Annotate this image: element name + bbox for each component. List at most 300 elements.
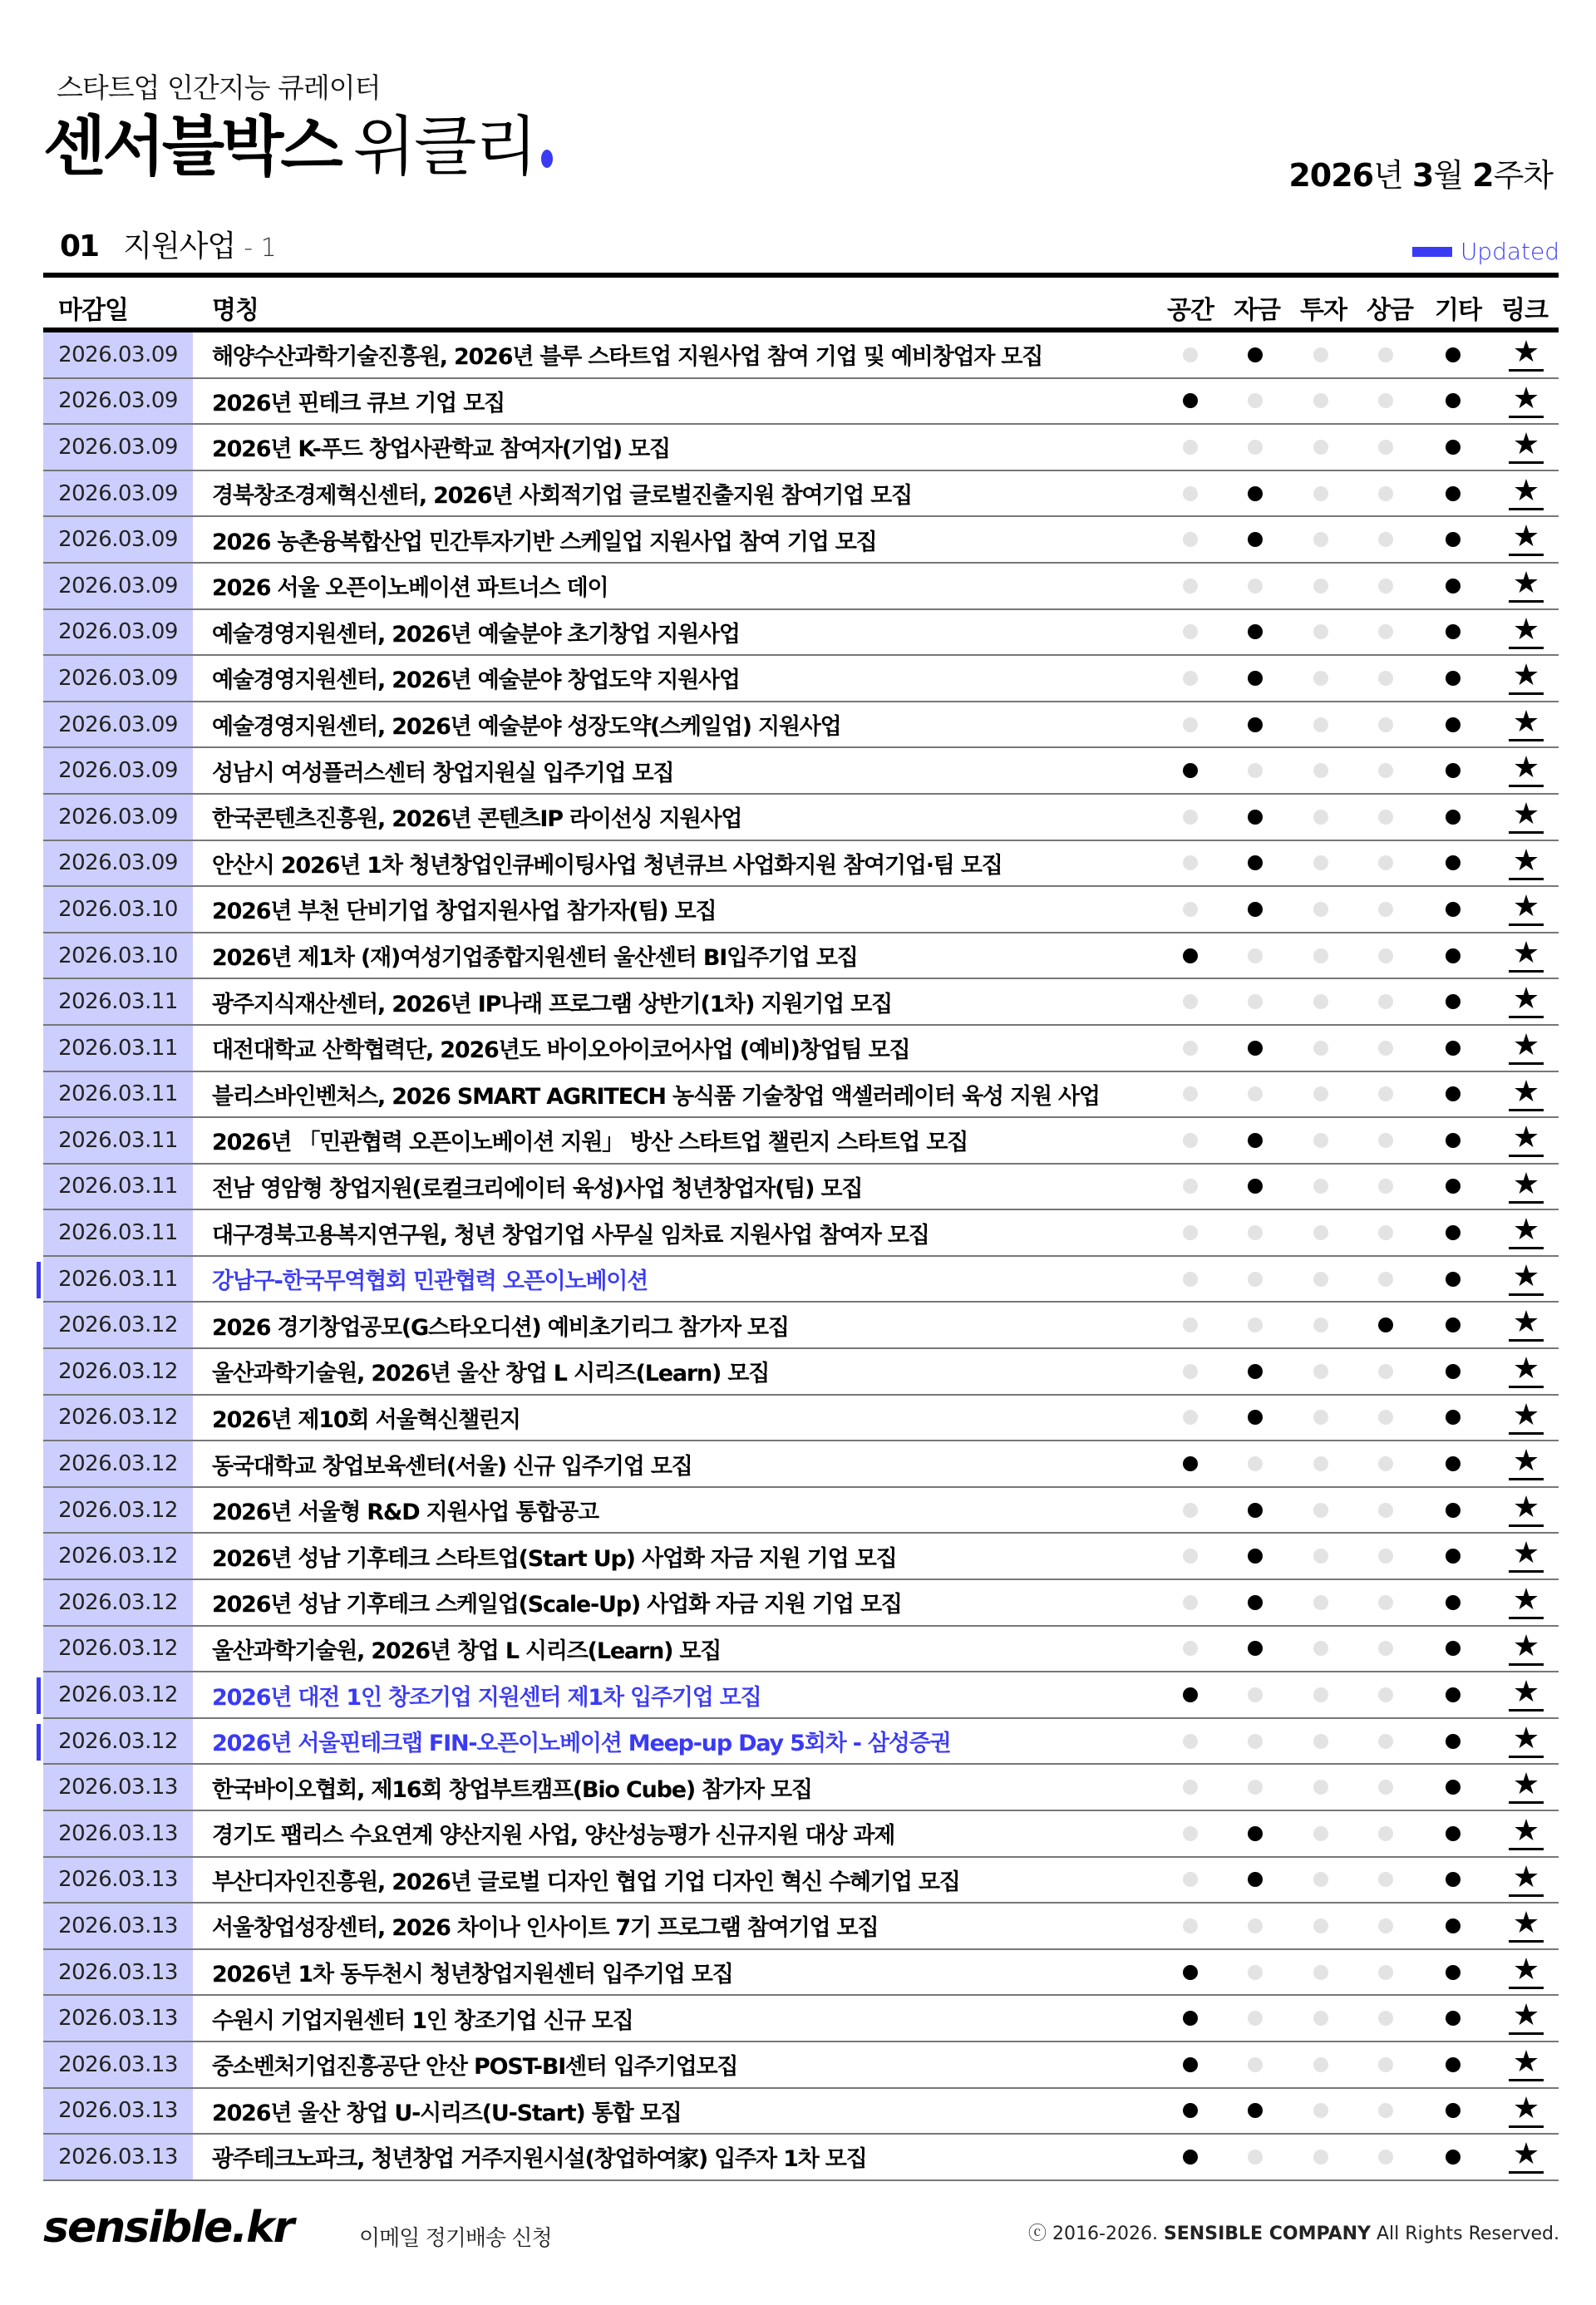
- other-dot-icon: [1446, 1965, 1461, 1980]
- other-dot-icon: [1446, 855, 1461, 870]
- col-name: 명칭: [212, 296, 259, 325]
- deadline-cell: 2026.03.11: [43, 1210, 193, 1255]
- deadline-cell: 2026.03.12: [43, 1396, 193, 1441]
- funding-dot-icon: [1248, 1456, 1263, 1471]
- funding-dot-icon: [1248, 624, 1263, 639]
- table-row: [43, 1904, 1559, 1950]
- investment-dot-icon: [1313, 902, 1328, 917]
- deadline-cell: 2026.03.13: [43, 1996, 193, 2041]
- link-star-icon[interactable]: ★: [1509, 1583, 1544, 1619]
- link-star-icon[interactable]: ★: [1509, 937, 1544, 973]
- program-name[interactable]: 2026 경기창업공모(G스타오디션) 예비초기리그 참가자 모집: [212, 1314, 789, 1341]
- program-name[interactable]: 2026년 부천 단비기업 창업지원사업 참가자(팀) 모집: [212, 899, 717, 925]
- updated-legend-swatch-icon: [1412, 247, 1452, 257]
- program-name[interactable]: 한국콘텐츠진흥원, 2026년 콘텐츠IP 라이선싱 지원사업: [212, 806, 742, 833]
- link-star-icon[interactable]: ★: [1509, 1399, 1544, 1435]
- other-dot-icon: [1446, 1826, 1461, 1841]
- investment-dot-icon: [1313, 1364, 1328, 1379]
- table-row: [43, 887, 1559, 933]
- other-dot-icon: [1446, 1410, 1461, 1425]
- program-name[interactable]: 2026년 성남 기후테크 스타트업(Start Up) 사업화 자금 지원 기업 모집: [212, 1545, 897, 1572]
- deadline-cell: 2026.03.13: [43, 1950, 193, 1995]
- deadline-cell: 2026.03.09: [43, 656, 193, 701]
- copyright-company: SENSIBLE COMPANY: [1163, 2224, 1371, 2244]
- updated-marker-icon: [37, 1677, 41, 1714]
- investment-dot-icon: [1313, 1272, 1328, 1287]
- deadline-cell: 2026.03.12: [43, 1349, 193, 1394]
- funding-dot-icon: [1248, 948, 1263, 963]
- table-row: [43, 1719, 1559, 1766]
- program-name[interactable]: 블리스바인벤처스, 2026 SMART AGRITECH 농식품 기술창업 액셀러레이터 육성 지원 사업: [212, 1083, 1100, 1110]
- week-year: 2026: [1288, 157, 1374, 194]
- investment-dot-icon: [1313, 393, 1328, 408]
- investment-dot-icon: [1313, 1456, 1328, 1471]
- other-dot-icon: [1446, 1364, 1461, 1379]
- space-dot-icon: [1183, 855, 1198, 870]
- funding-dot-icon: [1248, 579, 1263, 593]
- program-name[interactable]: 2026년 서울핀테크랩 FIN-오픈이노베이션 Meep-up Day 5회차 - 삼성증권: [212, 1731, 951, 1757]
- link-star-icon[interactable]: ★: [1509, 1029, 1544, 1065]
- link-star-icon[interactable]: ★: [1509, 1768, 1544, 1804]
- other-dot-icon: [1446, 2150, 1461, 2165]
- program-name[interactable]: 예술경영지원센터, 2026년 예술분야 성장도약(스케일업) 지원사업: [212, 714, 841, 741]
- investment-dot-icon: [1313, 994, 1328, 1009]
- link-star-icon[interactable]: ★: [1509, 382, 1544, 418]
- space-dot-icon: [1183, 1872, 1198, 1887]
- table-row: [43, 1627, 1559, 1673]
- other-dot-icon: [1446, 1687, 1461, 1702]
- link-star-icon[interactable]: ★: [1509, 1630, 1544, 1666]
- deadline-cell: 2026.03.11: [43, 1118, 193, 1163]
- deadline-cell: 2026.03.13: [43, 2089, 193, 2134]
- funding-dot-icon: [1248, 1317, 1263, 1332]
- table-row: [43, 1765, 1559, 1811]
- space-dot-icon: [1183, 1041, 1198, 1056]
- link-star-icon[interactable]: ★: [1509, 1907, 1544, 1943]
- col-funding: 자금: [1234, 296, 1280, 325]
- program-name[interactable]: 2026 농촌융복합산업 민간투자기반 스케일업 지원사업 참여 기업 모집: [212, 529, 877, 555]
- program-name[interactable]: 전남 영암형 창업지원(로컬크리에이터 육성)사업 청년창업자(팀) 모집: [212, 1175, 863, 1202]
- deadline-cell: 2026.03.12: [43, 1303, 193, 1347]
- link-star-icon[interactable]: ★: [1509, 1676, 1544, 1712]
- prize-dot-icon: [1378, 2011, 1393, 2026]
- other-dot-icon: [1446, 624, 1461, 639]
- table-row: [43, 1488, 1559, 1534]
- link-star-icon[interactable]: ★: [1509, 1445, 1544, 1480]
- other-dot-icon: [1446, 717, 1461, 732]
- prize-dot-icon: [1378, 902, 1393, 917]
- investment-dot-icon: [1313, 1041, 1328, 1056]
- deadline-cell: 2026.03.10: [43, 887, 193, 932]
- deadline-cell: 2026.03.09: [43, 702, 193, 747]
- funding-dot-icon: [1248, 1364, 1263, 1379]
- link-star-icon[interactable]: ★: [1509, 983, 1544, 1018]
- prize-dot-icon: [1378, 1133, 1393, 1148]
- prize-dot-icon: [1378, 1317, 1393, 1332]
- deadline-cell: 2026.03.09: [43, 332, 193, 377]
- link-star-icon[interactable]: ★: [1509, 567, 1544, 603]
- space-dot-icon: [1183, 1687, 1198, 1702]
- space-dot-icon: [1183, 1918, 1198, 1933]
- space-dot-icon: [1183, 1086, 1198, 1101]
- other-dot-icon: [1446, 1503, 1461, 1518]
- funding-dot-icon: [1248, 486, 1263, 501]
- prize-dot-icon: [1378, 855, 1393, 870]
- prize-dot-icon: [1378, 347, 1393, 362]
- link-star-icon[interactable]: ★: [1509, 1537, 1544, 1573]
- space-dot-icon: [1183, 1965, 1198, 1980]
- investment-dot-icon: [1313, 1826, 1328, 1841]
- prize-dot-icon: [1378, 532, 1393, 547]
- other-dot-icon: [1446, 2011, 1461, 2026]
- deadline-cell: 2026.03.09: [43, 471, 193, 516]
- program-name[interactable]: 강남구-한국무역협회 민관협력 오픈이노베이션: [212, 1268, 648, 1295]
- prize-dot-icon: [1378, 994, 1393, 1009]
- table-row: [43, 471, 1559, 518]
- other-dot-icon: [1446, 486, 1461, 501]
- funding-dot-icon: [1248, 1549, 1263, 1564]
- section-name: 지원사업: [123, 229, 236, 263]
- deadline-cell: 2026.03.09: [43, 425, 193, 470]
- prize-dot-icon: [1378, 1872, 1393, 1887]
- link-star-icon[interactable]: ★: [1509, 2046, 1544, 2081]
- program-name[interactable]: 중소벤처기업진흥공단 안산 POST-BI센터 입주기업모집: [212, 2054, 738, 2081]
- prize-dot-icon: [1378, 1734, 1393, 1749]
- table-row: [43, 1580, 1559, 1627]
- deadline-cell: 2026.03.13: [43, 1858, 193, 1903]
- prize-dot-icon: [1378, 486, 1393, 501]
- space-dot-icon: [1183, 393, 1198, 408]
- link-star-icon[interactable]: ★: [1509, 706, 1544, 741]
- funding-dot-icon: [1248, 1503, 1263, 1518]
- program-table: [43, 273, 1559, 2181]
- investment-dot-icon: [1313, 486, 1328, 501]
- program-name[interactable]: 2026년 대전 1인 창조기업 지원센터 제1차 입주기업 모집: [212, 1684, 761, 1711]
- email-subscribe-link[interactable]: 이메일 정기배송 신청: [359, 2226, 552, 2251]
- deadline-cell: 2026.03.13: [43, 1904, 193, 1948]
- link-star-icon[interactable]: ★: [1509, 428, 1544, 464]
- col-space: 공간: [1167, 296, 1214, 325]
- table-row: [43, 564, 1559, 610]
- space-dot-icon: [1183, 440, 1198, 455]
- space-dot-icon: [1183, 1826, 1198, 1841]
- table-row: [43, 933, 1559, 980]
- deadline-cell: 2026.03.10: [43, 933, 193, 978]
- deadline-cell: 2026.03.09: [43, 610, 193, 655]
- investment-dot-icon: [1313, 1086, 1328, 1101]
- prize-dot-icon: [1378, 579, 1393, 593]
- program-name[interactable]: 2026년 1차 동두천시 청년창업지원센터 입주기업 모집: [212, 1962, 733, 1988]
- link-star-icon[interactable]: ★: [1509, 1491, 1544, 1527]
- program-name[interactable]: 성남시 여성플러스센터 창업지원실 입주기업 모집: [212, 760, 674, 786]
- space-dot-icon: [1183, 1456, 1198, 1471]
- program-name[interactable]: 한국바이오협회, 제16회 창업부트캠프(Bio Cube) 참가자 모집: [212, 1776, 812, 1803]
- funding-dot-icon: [1248, 1086, 1263, 1101]
- prize-dot-icon: [1378, 1918, 1393, 1933]
- table-row: [43, 979, 1559, 1026]
- program-name[interactable]: 2026년 성남 기후테크 스케일업(Scale-Up) 사업화 자금 지원 기업 모집: [212, 1592, 902, 1618]
- program-name[interactable]: 2026 서울 오픈이노베이션 파트너스 데이: [212, 575, 608, 602]
- space-dot-icon: [1183, 1225, 1198, 1240]
- updated-marker-icon: [37, 1724, 41, 1761]
- deadline-cell: 2026.03.09: [43, 795, 193, 840]
- link-star-icon[interactable]: ★: [1509, 1352, 1544, 1388]
- program-name[interactable]: 수원시 기업지원센터 1인 창조기업 신규 모집: [212, 2007, 633, 2034]
- funding-dot-icon: [1248, 440, 1263, 455]
- investment-dot-icon: [1313, 579, 1328, 593]
- investment-dot-icon: [1313, 1687, 1328, 1702]
- funding-dot-icon: [1248, 1687, 1263, 1702]
- table-row: [43, 748, 1559, 795]
- table-row: [43, 1534, 1559, 1580]
- deadline-cell: 2026.03.11: [43, 1026, 193, 1071]
- funding-dot-icon: [1248, 717, 1263, 732]
- prize-dot-icon: [1378, 1549, 1393, 1564]
- col-other: 기타: [1435, 296, 1481, 325]
- copyright: [1028, 2219, 1559, 2245]
- investment-dot-icon: [1313, 1410, 1328, 1425]
- other-dot-icon: [1446, 1734, 1461, 1749]
- table-row: [43, 1026, 1559, 1072]
- funding-dot-icon: [1248, 1410, 1263, 1425]
- prize-dot-icon: [1378, 948, 1393, 963]
- link-star-icon[interactable]: ★: [1509, 1121, 1544, 1157]
- program-name[interactable]: 광주테크노파크, 청년창업 거주지원시설(창업하여家) 입주자 1차 모집: [212, 2146, 867, 2173]
- other-dot-icon: [1446, 1041, 1461, 1056]
- link-star-icon[interactable]: ★: [1509, 1306, 1544, 1342]
- table-row: [43, 379, 1559, 426]
- table-row: [43, 1858, 1559, 1904]
- other-dot-icon: [1446, 1641, 1461, 1656]
- program-name[interactable]: 대전대학교 산학협력단, 2026년도 바이오아이코어사업 (예비)창업팀 모집: [212, 1037, 910, 1064]
- investment-dot-icon: [1313, 2150, 1328, 2165]
- table-row: [43, 1441, 1559, 1488]
- investment-dot-icon: [1313, 1595, 1328, 1610]
- program-name[interactable]: 부산디자인진흥원, 2026년 글로벌 디자인 협업 기업 디자인 혁신 수혜기업 모집: [212, 1869, 960, 1895]
- space-dot-icon: [1183, 994, 1198, 1009]
- space-dot-icon: [1183, 624, 1198, 639]
- deadline-cell: 2026.03.12: [43, 1580, 193, 1625]
- funding-dot-icon: [1248, 994, 1263, 1009]
- table-row: [43, 1118, 1559, 1165]
- program-name[interactable]: 경기도 팹리스 수요연계 양산지원 사업, 양산성능평가 신규지원 대상 과제: [212, 1823, 895, 1849]
- space-dot-icon: [1183, 1503, 1198, 1518]
- deadline-cell: 2026.03.12: [43, 1719, 193, 1764]
- deadline-cell: 2026.03.13: [43, 2135, 193, 2179]
- table-header: [43, 273, 1559, 332]
- other-dot-icon: [1446, 393, 1461, 408]
- link-star-icon[interactable]: ★: [1509, 1214, 1544, 1249]
- link-star-icon[interactable]: ★: [1509, 2138, 1544, 2174]
- program-name[interactable]: 서울창업성장센터, 2026 차이나 인사이트 7기 프로그램 참여기업 모집: [212, 1915, 879, 1942]
- deadline-cell: 2026.03.12: [43, 1672, 193, 1717]
- table-row: [43, 1210, 1559, 1257]
- other-dot-icon: [1446, 1456, 1461, 1471]
- investment-dot-icon: [1313, 763, 1328, 778]
- funding-dot-icon: [1248, 1826, 1263, 1841]
- program-name[interactable]: 대구경북고용복지연구원, 청년 창업기업 사무실 임차료 지원사업 참여자 모집: [212, 1222, 929, 1249]
- link-star-icon[interactable]: ★: [1509, 751, 1544, 787]
- footer-logo[interactable]: sensible.kr: [43, 2203, 293, 2253]
- investment-dot-icon: [1313, 1133, 1328, 1148]
- deadline-cell: 2026.03.11: [43, 1165, 193, 1209]
- space-dot-icon: [1183, 2011, 1198, 2026]
- link-star-icon[interactable]: ★: [1509, 1861, 1544, 1897]
- prize-dot-icon: [1378, 1041, 1393, 1056]
- other-dot-icon: [1446, 1317, 1461, 1332]
- investment-dot-icon: [1313, 2011, 1328, 2026]
- space-dot-icon: [1183, 948, 1198, 963]
- funding-dot-icon: [1248, 1734, 1263, 1749]
- program-name[interactable]: 동국대학교 창업보육센터(서울) 신규 입주기업 모집: [212, 1453, 692, 1480]
- table-row: [43, 332, 1559, 379]
- copyright-rights: All Rights Reserved.: [1370, 2224, 1559, 2244]
- prize-dot-icon: [1378, 2057, 1393, 2072]
- space-dot-icon: [1183, 1364, 1198, 1379]
- deadline-cell: 2026.03.12: [43, 1441, 193, 1486]
- investment-dot-icon: [1313, 717, 1328, 732]
- prize-dot-icon: [1378, 810, 1393, 825]
- investment-dot-icon: [1313, 948, 1328, 963]
- program-name[interactable]: 2026년 핀테크 큐브 기업 모집: [212, 390, 505, 416]
- program-name[interactable]: 2026년 울산 창업 U-시리즈(U-Start) 통합 모집: [212, 2100, 682, 2126]
- investment-dot-icon: [1313, 1503, 1328, 1518]
- program-name[interactable]: 안산시 2026년 1차 청년창업인큐베이팅사업 청년큐브 사업화지원 참여기업·팀 모집: [212, 852, 1002, 879]
- link-star-icon[interactable]: ★: [1509, 890, 1544, 926]
- funding-dot-icon: [1248, 1179, 1263, 1194]
- space-dot-icon: [1183, 671, 1198, 686]
- other-dot-icon: [1446, 763, 1461, 778]
- prize-dot-icon: [1378, 1456, 1393, 1471]
- prize-dot-icon: [1378, 624, 1393, 639]
- deadline-cell: 2026.03.12: [43, 1534, 193, 1579]
- space-dot-icon: [1183, 1641, 1198, 1656]
- link-star-icon[interactable]: ★: [1509, 336, 1544, 372]
- program-name[interactable]: 경북창조경제혁신센터, 2026년 사회적기업 글로벌진출지원 참여기업 모집: [212, 483, 912, 510]
- prize-dot-icon: [1378, 393, 1393, 408]
- funding-dot-icon: [1248, 810, 1263, 825]
- other-dot-icon: [1446, 579, 1461, 593]
- space-dot-icon: [1183, 1179, 1198, 1194]
- deadline-cell: 2026.03.09: [43, 379, 193, 424]
- prize-dot-icon: [1378, 1641, 1393, 1656]
- other-dot-icon: [1446, 1133, 1461, 1148]
- deadline-cell: 2026.03.13: [43, 1811, 193, 1856]
- table-row: [43, 2042, 1559, 2089]
- link-star-icon[interactable]: ★: [1509, 2092, 1544, 2128]
- link-star-icon[interactable]: ★: [1509, 1953, 1544, 1989]
- link-star-icon[interactable]: ★: [1509, 1815, 1544, 1850]
- link-star-icon[interactable]: ★: [1509, 659, 1544, 695]
- link-star-icon[interactable]: ★: [1509, 798, 1544, 834]
- link-star-icon[interactable]: ★: [1509, 520, 1544, 556]
- investment-dot-icon: [1313, 1317, 1328, 1332]
- link-star-icon[interactable]: ★: [1509, 613, 1544, 649]
- other-dot-icon: [1446, 1272, 1461, 1287]
- deadline-cell: 2026.03.12: [43, 1488, 193, 1533]
- space-dot-icon: [1183, 2057, 1198, 2072]
- prize-dot-icon: [1378, 1364, 1393, 1379]
- link-star-icon[interactable]: ★: [1509, 1168, 1544, 1204]
- funding-dot-icon: [1248, 393, 1263, 408]
- program-name[interactable]: 울산과학기술원, 2026년 울산 창업 L 시리즈(Learn) 모집: [212, 1361, 770, 1387]
- title-dot-icon: [541, 150, 553, 168]
- prize-dot-icon: [1378, 1410, 1393, 1425]
- deadline-cell: 2026.03.13: [43, 1765, 193, 1810]
- prize-dot-icon: [1378, 1965, 1393, 1980]
- updated-legend-label: Updated: [1460, 238, 1559, 265]
- funding-dot-icon: [1248, 2103, 1263, 2118]
- col-link: 링크: [1501, 296, 1548, 325]
- table-row: [43, 1811, 1559, 1858]
- investment-dot-icon: [1313, 532, 1328, 547]
- col-investment: 투자: [1300, 296, 1347, 325]
- investment-dot-icon: [1313, 1872, 1328, 1887]
- funding-dot-icon: [1248, 1595, 1263, 1610]
- program-name[interactable]: 예술경영지원센터, 2026년 예술분야 초기창업 지원사업: [212, 621, 740, 648]
- other-dot-icon: [1446, 902, 1461, 917]
- space-dot-icon: [1183, 486, 1198, 501]
- other-dot-icon: [1446, 1595, 1461, 1610]
- table-row: [43, 656, 1559, 702]
- program-name[interactable]: 2026년 「민관협력 오픈이노베이션 지원」 방산 스타트업 챌린지 스타트업 모집: [212, 1130, 968, 1156]
- week-month: 3: [1411, 157, 1434, 194]
- page-title: [43, 110, 553, 185]
- space-dot-icon: [1183, 763, 1198, 778]
- program-name[interactable]: 해양수산과학기술진흥원, 2026년 블루 스타트업 지원사업 참여 기업 및 예비창업자 모집: [212, 344, 1043, 371]
- program-name[interactable]: 2026년 제1차 (재)여성기업종합지원센터 울산센터 BI입주기업 모집: [212, 945, 858, 972]
- space-dot-icon: [1183, 810, 1198, 825]
- program-name[interactable]: 2026년 서울형 R&D 지원사업 통합공고: [212, 1500, 598, 1526]
- prize-dot-icon: [1378, 1826, 1393, 1841]
- program-name[interactable]: 2026년 K-푸드 창업사관학교 참여자(기업) 모집: [212, 436, 670, 463]
- link-star-icon[interactable]: ★: [1509, 845, 1544, 880]
- link-star-icon[interactable]: ★: [1509, 1260, 1544, 1296]
- other-dot-icon: [1446, 1179, 1461, 1194]
- table-row: [43, 2135, 1559, 2181]
- investment-dot-icon: [1313, 347, 1328, 362]
- link-star-icon[interactable]: ★: [1509, 475, 1544, 510]
- week-label: [1288, 150, 1553, 195]
- deadline-cell: 2026.03.12: [43, 1627, 193, 1672]
- space-dot-icon: [1183, 717, 1198, 732]
- link-star-icon[interactable]: ★: [1509, 1999, 1544, 2035]
- investment-dot-icon: [1313, 855, 1328, 870]
- link-star-icon[interactable]: ★: [1509, 1076, 1544, 1111]
- table-row: [43, 1950, 1559, 1997]
- program-name[interactable]: 예술경영지원센터, 2026년 예술분야 창업도약 지원사업: [212, 667, 740, 694]
- table-row: [43, 1996, 1559, 2042]
- deadline-cell: 2026.03.11: [43, 1257, 193, 1302]
- program-name[interactable]: 광주지식재산센터, 2026년 IP나래 프로그램 상반기(1차) 지원기업 모집: [212, 991, 892, 1017]
- prize-dot-icon: [1378, 763, 1393, 778]
- funding-dot-icon: [1248, 1272, 1263, 1287]
- investment-dot-icon: [1313, 1780, 1328, 1795]
- space-dot-icon: [1183, 347, 1198, 362]
- funding-dot-icon: [1248, 1918, 1263, 1933]
- program-name[interactable]: 2026년 제10회 서울혁신챌린지: [212, 1406, 520, 1433]
- funding-dot-icon: [1248, 1872, 1263, 1887]
- program-name[interactable]: 울산과학기술원, 2026년 창업 L 시리즈(Learn) 모집: [212, 1638, 722, 1664]
- prize-dot-icon: [1378, 1179, 1393, 1194]
- other-dot-icon: [1446, 1225, 1461, 1240]
- link-star-icon[interactable]: ★: [1509, 1722, 1544, 1758]
- week-year-unit: 년: [1373, 157, 1412, 194]
- funding-dot-icon: [1248, 1225, 1263, 1240]
- table-row: [43, 1303, 1559, 1349]
- space-dot-icon: [1183, 1410, 1198, 1425]
- title-brand: 센서블박스: [43, 110, 340, 185]
